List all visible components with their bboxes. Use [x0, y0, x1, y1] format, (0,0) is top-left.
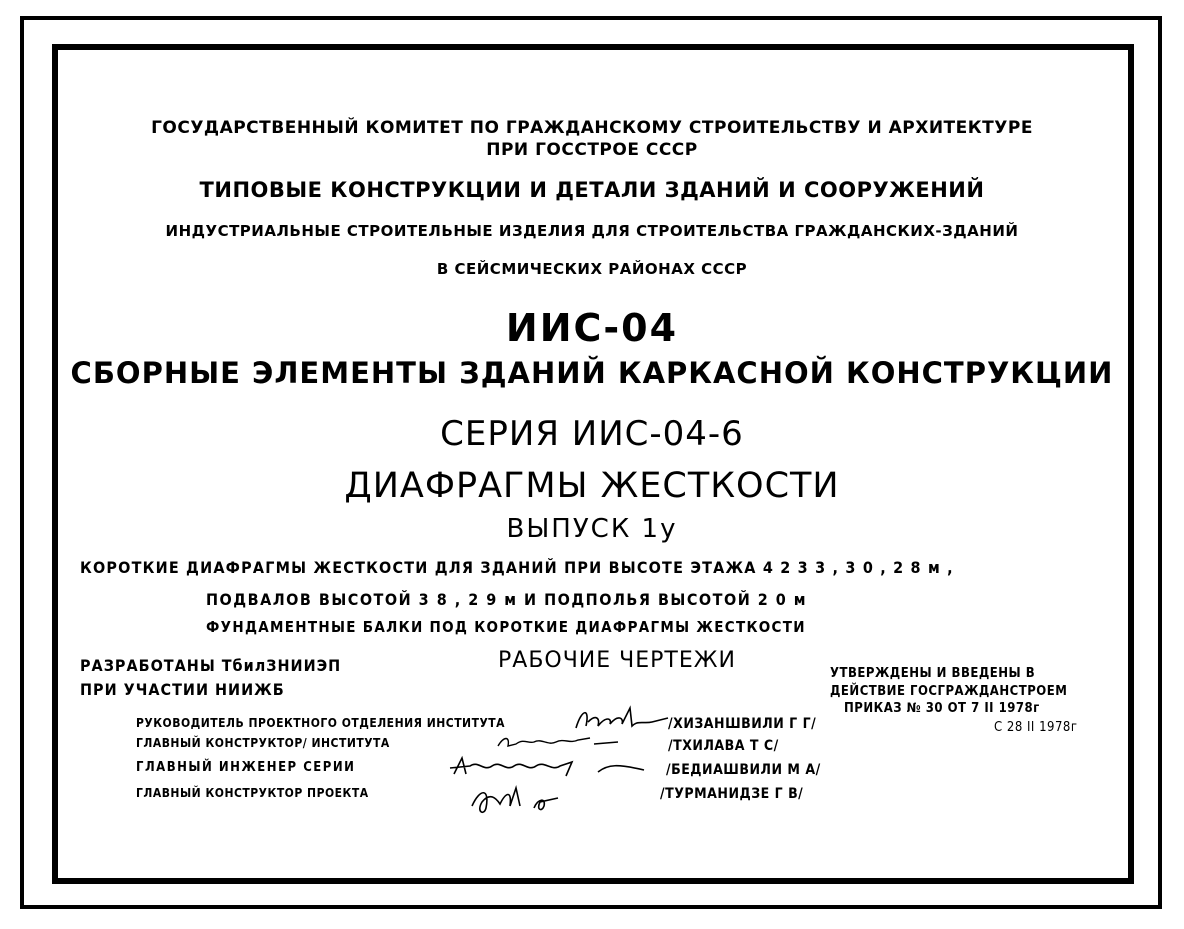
committee-line1: ГОСУДАРСТВЕННЫЙ КОМИТЕТ ПО ГРАЖДАНСКОМУ СТРОИТЕЛЬСТВУ И АРХИТЕКТУРЕ: [151, 118, 1033, 138]
with-participation: ПРИ УЧАСТИИ НИИЖБ: [80, 680, 285, 699]
committee-line2: ПРИ ГОССТРОЕ СССР: [486, 140, 698, 160]
signatory-name: /ТХИЛАВА Т С/: [668, 738, 779, 754]
working-drawings: РАБОЧИЕ ЧЕРТЕЖИ: [498, 648, 736, 673]
approved-line1: УТВЕРЖДЕНЫ И ВВЕДЕНЫ В: [830, 666, 1036, 681]
signatory-role: ГЛАВНЫЙ КОНСТРУКТОР ПРОЕКТА: [136, 786, 369, 800]
description-line1: КОРОТКИЕ ДИАФРАГМЫ ЖЕСТКОСТИ ДЛЯ ЗДАНИЙ ПРИ ВЫСОТЕ ЭТАЖА 4 2 3 3 , 3 0 , 2 8 м ,: [80, 558, 954, 577]
approved-line2: ДЕЙСТВИЕ ГОСГРАЖДАНСТРОЕМ: [830, 684, 1068, 699]
typical-designs-line: ТИПОВЫЕ КОНСТРУКЦИИ И ДЕТАЛИ ЗДАНИЙ И СООРУЖЕНИЙ: [199, 178, 985, 202]
developed-by: РАЗРАБОТАНЫ ТбилЗНИИЭП: [80, 656, 342, 675]
seismic-regions-line: В СЕЙСМИЧЕСКИХ РАЙОНАХ СССР: [436, 260, 748, 278]
signatory-name: /ХИЗАНШВИЛИ Г Г/: [668, 716, 817, 732]
signatory-name: /ТУРМАНИДЗЕ Г В/: [660, 786, 804, 802]
approved-effective-date: С 28 II 1978г: [994, 720, 1078, 735]
signatory-role: РУКОВОДИТЕЛЬ ПРОЕКТНОГО ОТДЕЛЕНИЯ ИНСТИТУТА: [136, 716, 506, 730]
signatory-role: ГЛАВНЫЙ ИНЖЕНЕР СЕРИИ: [136, 760, 356, 775]
approved-order: ПРИКАЗ № 30 ОТ 7 II 1978г: [844, 701, 1040, 716]
description-line2: ПОДВАЛОВ ВЫСОТОЙ 3 8 , 2 9 м И ПОДПОЛЬЯ ВЫСОТОЙ 2 0 м: [206, 590, 808, 609]
series-number: СЕРИЯ ИИС-04-6: [440, 414, 744, 454]
signatory-name: /БЕДИАШВИЛИ М А/: [666, 762, 821, 778]
series-code: ИИС-04: [505, 306, 679, 350]
series-subtitle: СБОРНЫЕ ЭЛЕМЕНТЫ ЗДАНИЙ КАРКАСНОЙ КОНСТРУКЦИИ: [70, 356, 1114, 390]
description-line3: ФУНДАМЕНТНЫЕ БАЛКИ ПОД КОРОТКИЕ ДИАФРАГМЫ ЖЕСТКОСТИ: [206, 618, 806, 636]
signature-turmanidze: [466, 778, 596, 818]
issue-number: ВЫПУСК 1у: [506, 514, 678, 544]
document-title: ДИАФРАГМЫ ЖЕСТКОСТИ: [344, 466, 840, 506]
signatory-role: ГЛАВНЫЙ КОНСТРУКТОР/ ИНСТИТУТА: [136, 736, 390, 750]
industrial-products-line: ИНДУСТРИАЛЬНЫЕ СТРОИТЕЛЬНЫЕ ИЗДЕЛИЯ ДЛЯ СТРОИТЕЛЬСТВА ГРАЖДАНСКИХ-ЗДАНИЙ: [165, 222, 1019, 240]
